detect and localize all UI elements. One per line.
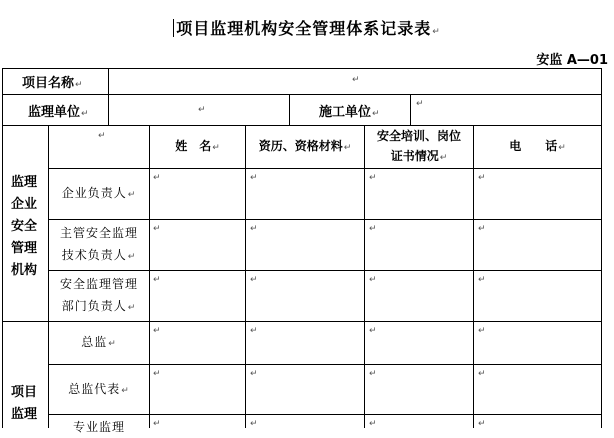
- table-cell[interactable]: [478, 173, 486, 183]
- title-text: 项目监理机构安全管理体系记录表: [176, 19, 432, 38]
- table-rule-vertical: [473, 125, 474, 428]
- header-qualification-text: 资历、资格材料: [258, 139, 343, 153]
- paragraph-mark-icon: ↵: [153, 173, 161, 183]
- header-phone: [474, 136, 601, 158]
- role-safety-dept-head-line1: 安全监理管理: [59, 277, 138, 291]
- table-cell[interactable]: [250, 173, 258, 183]
- paragraph-mark-icon: ↵: [558, 143, 566, 153]
- role-safety-tech-head: [49, 222, 149, 268]
- table-rule: [2, 321, 602, 322]
- paragraph-mark-icon: ↵: [127, 252, 137, 262]
- paragraph-mark-icon: ↵: [212, 143, 220, 153]
- paragraph-mark-icon: ↵: [432, 27, 441, 37]
- role-specialty-supervisor: [49, 416, 149, 438]
- paragraph-mark-icon: ↵: [369, 326, 377, 336]
- paragraph-mark-icon: ↵: [343, 143, 352, 153]
- paragraph-mark-icon: ↵: [250, 419, 258, 429]
- table-border-right: [601, 68, 602, 428]
- role-enterprise-head-text: 企业负责人: [61, 186, 127, 200]
- table-rule-vertical: [364, 125, 365, 428]
- role-safety-dept-head-line2: [49, 295, 149, 319]
- supervision-unit-label: [28, 101, 89, 120]
- table-cell[interactable]: [153, 275, 161, 285]
- role-chief-representative: [49, 378, 149, 402]
- supervision-unit-label-text: 监理单位: [28, 105, 81, 120]
- table-rule: [48, 270, 602, 271]
- construction-unit-label-text: 施工单位: [319, 105, 372, 120]
- document-number: [536, 49, 608, 68]
- table-rule: [48, 414, 602, 415]
- header-training-line2-text: 证书情况: [390, 149, 439, 163]
- table-rule-vertical: [289, 94, 290, 125]
- text-cursor: [173, 19, 174, 37]
- paragraph-mark-icon: ↵: [369, 369, 377, 379]
- role-chief-representative-text: 总监代表: [68, 382, 121, 396]
- paragraph-mark-icon: ↵: [369, 275, 377, 285]
- table-cell[interactable]: [478, 224, 486, 234]
- supervision-unit-field[interactable]: [198, 105, 206, 115]
- paragraph-mark-icon: ↵: [478, 419, 486, 429]
- paragraph-mark-icon: ↵: [250, 369, 258, 379]
- paragraph-mark-icon: ↵: [250, 326, 258, 336]
- table-cell[interactable]: [250, 275, 258, 285]
- table-cell[interactable]: [478, 369, 486, 379]
- role-safety-tech-head-line1: 主管安全监理: [59, 226, 138, 240]
- table-cell[interactable]: [369, 224, 377, 234]
- paragraph-mark-icon: ↵: [127, 190, 137, 200]
- table-cell[interactable]: [250, 224, 258, 234]
- construction-unit-label: [319, 101, 380, 120]
- paragraph-mark-icon: ↵: [98, 131, 106, 141]
- table-cell[interactable]: [153, 369, 161, 379]
- header-training-line2: [365, 146, 473, 168]
- paragraph-mark-icon: ↵: [153, 224, 161, 234]
- header-training-line1: 安全培训、岗位: [376, 129, 461, 143]
- role-safety-dept-head-line2-text: 部门负责人: [61, 299, 127, 313]
- role-chief-supervisor: [49, 331, 149, 355]
- paragraph-mark-icon: ↵: [153, 275, 161, 285]
- paragraph-mark-icon: ↵: [153, 326, 161, 336]
- paragraph-mark-icon: ↵: [372, 109, 380, 119]
- construction-unit-field[interactable]: [416, 99, 424, 109]
- paragraph-mark-icon: ↵: [153, 369, 161, 379]
- table-rule: [48, 219, 602, 220]
- role-specialty-supervisor-text: 专业监理: [72, 420, 125, 434]
- paragraph-mark-icon: ↵: [250, 173, 258, 183]
- document-number-text: 安监 A—01: [536, 53, 608, 68]
- header-name-text: 姓 名: [175, 139, 212, 153]
- paragraph-mark-icon: ↵: [81, 109, 89, 119]
- paragraph-mark-icon: ↵: [416, 99, 424, 109]
- paragraph-mark-icon: ↵: [478, 326, 486, 336]
- group-enterprise-label: [9, 172, 39, 282]
- paragraph-mark-icon: ↵: [478, 224, 486, 234]
- header-qualification: [246, 136, 364, 158]
- role-enterprise-head: [49, 182, 149, 206]
- table-cell[interactable]: [369, 369, 377, 379]
- paragraph-mark-icon: ↵: [478, 275, 486, 285]
- paragraph-mark-icon: ↵: [352, 75, 360, 85]
- document-title: [0, 16, 614, 39]
- table-rule: [2, 94, 602, 95]
- header-phone-text: 电 话: [509, 139, 558, 153]
- paragraph-mark-icon: ↵: [121, 386, 130, 396]
- table-border-left: [2, 68, 3, 428]
- project-name-label: [22, 72, 83, 91]
- table-border-top: [2, 68, 602, 69]
- group-project-label: [9, 382, 39, 426]
- paragraph-mark-icon: ↵: [369, 173, 377, 183]
- table-cell[interactable]: [478, 275, 486, 285]
- role-safety-tech-head-line2: [49, 244, 149, 268]
- role-chief-supervisor-text: 总监: [81, 335, 108, 349]
- project-name-field[interactable]: [352, 75, 360, 85]
- paragraph-mark-icon: ↵: [250, 224, 258, 234]
- paragraph-mark-icon: ↵: [478, 369, 486, 379]
- paragraph-mark-icon: ↵: [75, 80, 83, 90]
- paragraph-mark-icon: ↵: [478, 173, 486, 183]
- table-cell[interactable]: [153, 173, 161, 183]
- table-rule: [2, 125, 602, 126]
- table-rule-vertical: [410, 94, 411, 125]
- paragraph-mark-icon: ↵: [439, 153, 448, 163]
- paragraph-mark-icon: ↵: [127, 303, 137, 313]
- table-cell[interactable]: [478, 326, 486, 336]
- header-training: [365, 126, 473, 168]
- table-cell[interactable]: [153, 224, 161, 234]
- group-project-label-text: 项目监理: [10, 385, 37, 422]
- table-cell[interactable]: [369, 275, 377, 285]
- role-safety-dept-head: [49, 273, 149, 319]
- table-cell[interactable]: [250, 369, 258, 379]
- header-name: [150, 136, 245, 158]
- table-cell[interactable]: [153, 326, 161, 336]
- role-safety-tech-head-line2-text: 技术负责人: [61, 248, 127, 262]
- table-rule-vertical: [149, 125, 150, 428]
- paragraph-mark-icon: ↵: [369, 224, 377, 234]
- table-cell[interactable]: [250, 326, 258, 336]
- table-cell[interactable]: [369, 326, 377, 336]
- group-enterprise-label-text: 监理企业安全管理机构: [10, 175, 37, 278]
- project-name-label-text: 项目名称: [22, 76, 75, 91]
- table-rule-vertical: [108, 68, 109, 125]
- paragraph-mark-icon: ↵: [198, 105, 206, 115]
- table-cell[interactable]: [369, 173, 377, 183]
- paragraph-mark-icon: ↵: [153, 419, 161, 429]
- table-rule-vertical: [245, 125, 246, 428]
- paragraph-mark-icon: ↵: [369, 419, 377, 429]
- paragraph-mark-icon: ↵: [108, 339, 117, 349]
- header-blank-cell: [98, 131, 106, 141]
- table-rule: [48, 168, 602, 169]
- table-rule: [48, 364, 602, 365]
- paragraph-mark-icon: ↵: [250, 275, 258, 285]
